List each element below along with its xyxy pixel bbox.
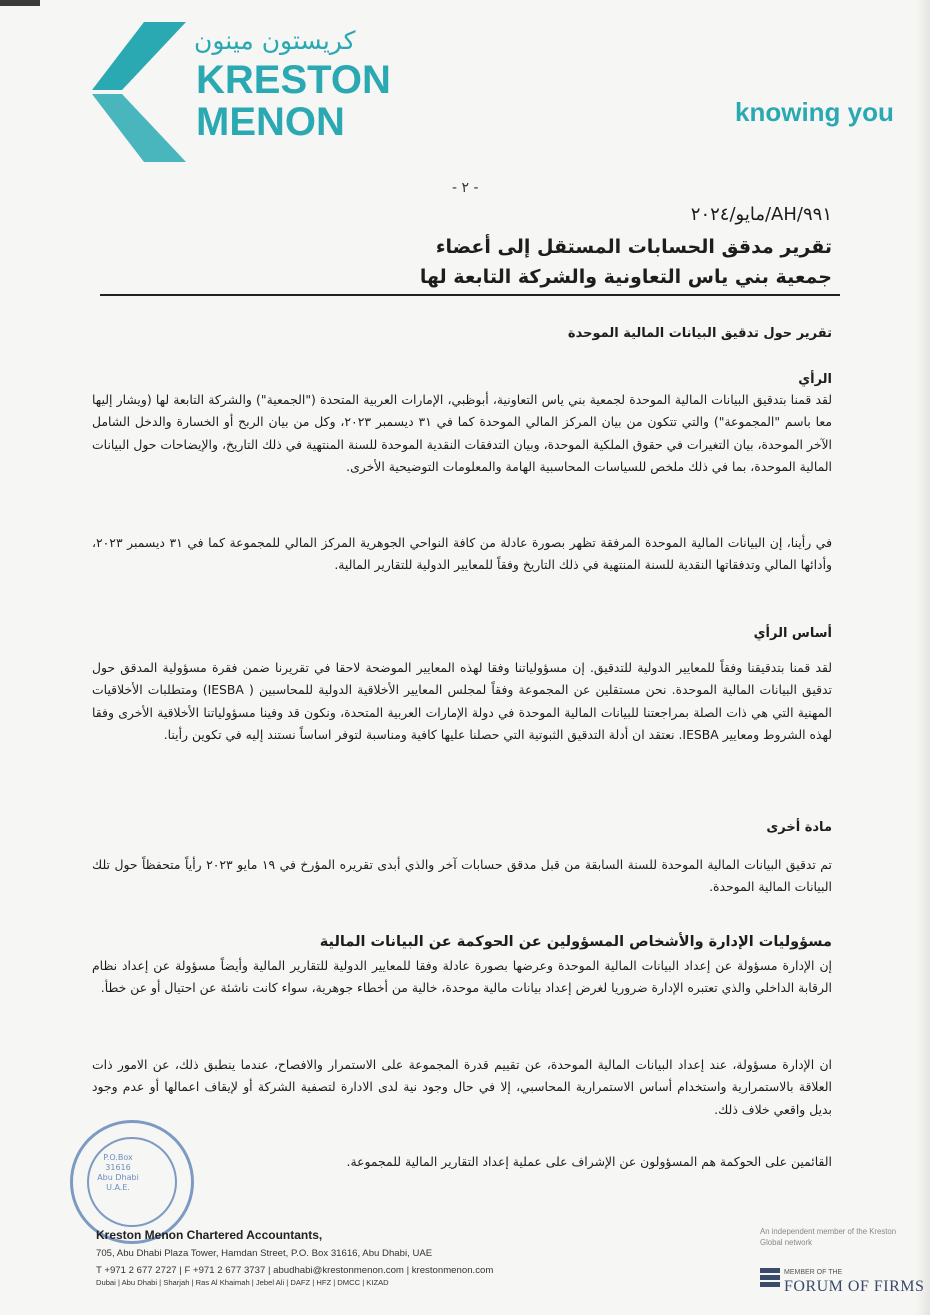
opinion-paragraph-1: لقد قمنا بتدقيق البيانات المالية الموحدة لجمعية بني ياس التعاونية، أبوظبي، الإمارات العربية المتحدة ("الجمعية") والشركة التابعة لها (ويشار إليها معا باسم "المجموعة") والتي تتكون من بيان المركز المالي الموحدة كما في ٣١ ديسمبر ٢٠٢٣، وكل من بيان الربح أو الخسارة والدخل الشامل الآخر الموحدة، بيان التغيرات في حقوق الملكية الموحدة، وبيان التدفقات النقدية الموحدة للسنة المنتهية في ذلك التاريخ، والإيضاحات حول البيانات المالية الموحدة، بما في ذلك ملخص للسياسات المحاسبية الهامة والمعلومات التوضيحية الأخرى. xyxy=(92,392,832,475)
logo-arabic-text: كريستون مينون xyxy=(194,26,356,55)
logo-menon-text: MENON xyxy=(196,100,345,144)
basis-heading: أساس الرأي xyxy=(753,626,832,641)
report-title-line2: جمعية بني ياس التعاونية والشركة التابعة لها xyxy=(419,266,832,288)
footer-address: 705, Abu Dhabi Plaza Tower, Hamdan Street, P.O. Box 31616, Abu Dhabi, UAE xyxy=(96,1248,433,1259)
opinion-heading: الرأي xyxy=(798,372,832,387)
responsibilities-paragraph-2: ان الإدارة مسؤولة، عند إعداد البيانات المالية الموحدة، عن تقييم قدرة المجموعة على الاستمرار والافصاح، عندما ينطبق ذلك، عن الامور ذات العلاقة بالاستمرارية واستخدام أساس الاستمرارية المحاسبي، إلا في حال وجود نية لدى الادارة لتصفية الشركة أو لإيقاف اعمالها أو عدم وجود بديل واقعي خلاف ذلك. xyxy=(92,1057,832,1117)
responsibilities-paragraph-3: القائمين على الحوكمة هم المسؤولون عن الإشراف على عملية إعداد التقارير المالية للمجموعة. xyxy=(346,1154,832,1169)
tagline: knowing you xyxy=(735,97,894,127)
footer-firm-name: Kreston Menon Chartered Accountants, xyxy=(96,1228,323,1242)
report-reference: ٩٩١/AH/مايو/٢٠٢٤ xyxy=(690,204,832,225)
forum-member-label: MEMBER OF THE xyxy=(784,1269,843,1276)
footer-member-note: An independent member of the Kreston Global network xyxy=(760,1227,897,1247)
report-title-line1: تقرير مدقق الحسابات المستقل إلى أعضاء xyxy=(435,236,832,258)
scan-corner-mark xyxy=(0,0,40,6)
basis-paragraph: لقد قمنا بتدقيقنا وفقاً للمعايير الدولية للتدقيق. إن مسؤولياتنا وفقا لهذه المعايير الموضحة لاحقا في تقريرنا ضمن فقرة مسؤولية المدقق حول تدقيق البيانات المالية الموحدة. نحن مستقلين عن المجموعة وفقاً لمجلس المعايير الأخلاقية الدولية للمحاسبين ( IESBA) ومتطلبات الأخلاقيات المهنية التي هي ذات الصلة بمراجعتنا للبيانات المالية الموحدة في دولة الإمارات العربية المتحدة، ونكون قد وفينا مسؤولياتنا الأخلاقية الأخرى وفقا لهذه الشروط ومعايير IESBA. نعتقد ان أدلة التدقيق الثبوتية التي حصلنا عليها كافية ومناسبة لتوفر اساساً نستند إليه في تكوين رأينا. xyxy=(92,660,832,743)
logo-kreston-text: KRESTON xyxy=(196,58,391,102)
responsibilities-paragraph-1: إن الإدارة مسؤولة عن إعداد البيانات المالية الموحدة وعرضها بصورة عادلة وفقا للمعايير الدولية للتقارير المالية وأيضاً مسؤولة عن إعداد نظام الرقابة الداخلي والذي تعتبره الإدارة ضروريا لغرض إعداد بيانات مالية موحدة، خالية من أخطاء جوهرية، سواء كانت ناشئة عن احتيال أو عن خطأ. xyxy=(92,958,832,996)
section-heading: تقرير حول تدقيق البيانات المالية الموحدة xyxy=(567,326,832,341)
footer-contact: T +971 2 677 2727 | F +971 2 677 3737 | abudhabi@krestonmenon.com | krestonmenon.com xyxy=(96,1265,494,1276)
company-stamp xyxy=(70,1120,194,1244)
responsibilities-heading: مسؤوليات الإدارة والأشخاص المسؤولين عن الحوكمة عن البيانات المالية xyxy=(319,934,832,950)
page-number: - ٢ - xyxy=(452,180,479,196)
title-underline xyxy=(100,294,840,296)
kreston-menon-logo xyxy=(86,22,391,162)
stamp-line-3: U.A.E. xyxy=(106,1183,130,1192)
other-matter-heading: مادة أخرى xyxy=(766,820,832,835)
footer-offices: Dubai | Abu Dhabi | Sharjah | Ras Al Khaimah | Jebel Ali | DAFZ | HFZ | DMCC | KIZAD xyxy=(96,1278,389,1287)
logo-chevron-icon xyxy=(86,22,196,162)
forum-of-firms-icon xyxy=(760,1268,780,1292)
opinion-paragraph-2: في رأينا، إن البيانات المالية الموحدة المرفقة تظهر بصورة عادلة من كافة النواحي الجوهرية المركز المالي للمجموعة كما في ٣١ ديسمبر ٢٠٢٣، وأدائها المالي وتدفقاتها النقدية للسنة المنتهية في ذلك التاريخ وفقاً للمعايير الدولية للتقارير المالية. xyxy=(92,535,832,573)
other-matter-paragraph: تم تدقيق البيانات المالية الموحدة للسنة السابقة من قبل مدقق حسابات آخر والذي أبدى تقريره المؤرخ في ١٩ مايو ٢٠٢٣ رأياً متحفظاً حول تلك البيانات المالية الموحدة. xyxy=(92,857,832,895)
scan-edge-shade xyxy=(916,0,930,1315)
stamp-line-1: P.O.Box 31616 xyxy=(103,1153,133,1172)
forum-of-firms-label: FORUM OF FIRMS xyxy=(784,1278,925,1295)
stamp-line-2: Abu Dhabi xyxy=(97,1173,139,1182)
